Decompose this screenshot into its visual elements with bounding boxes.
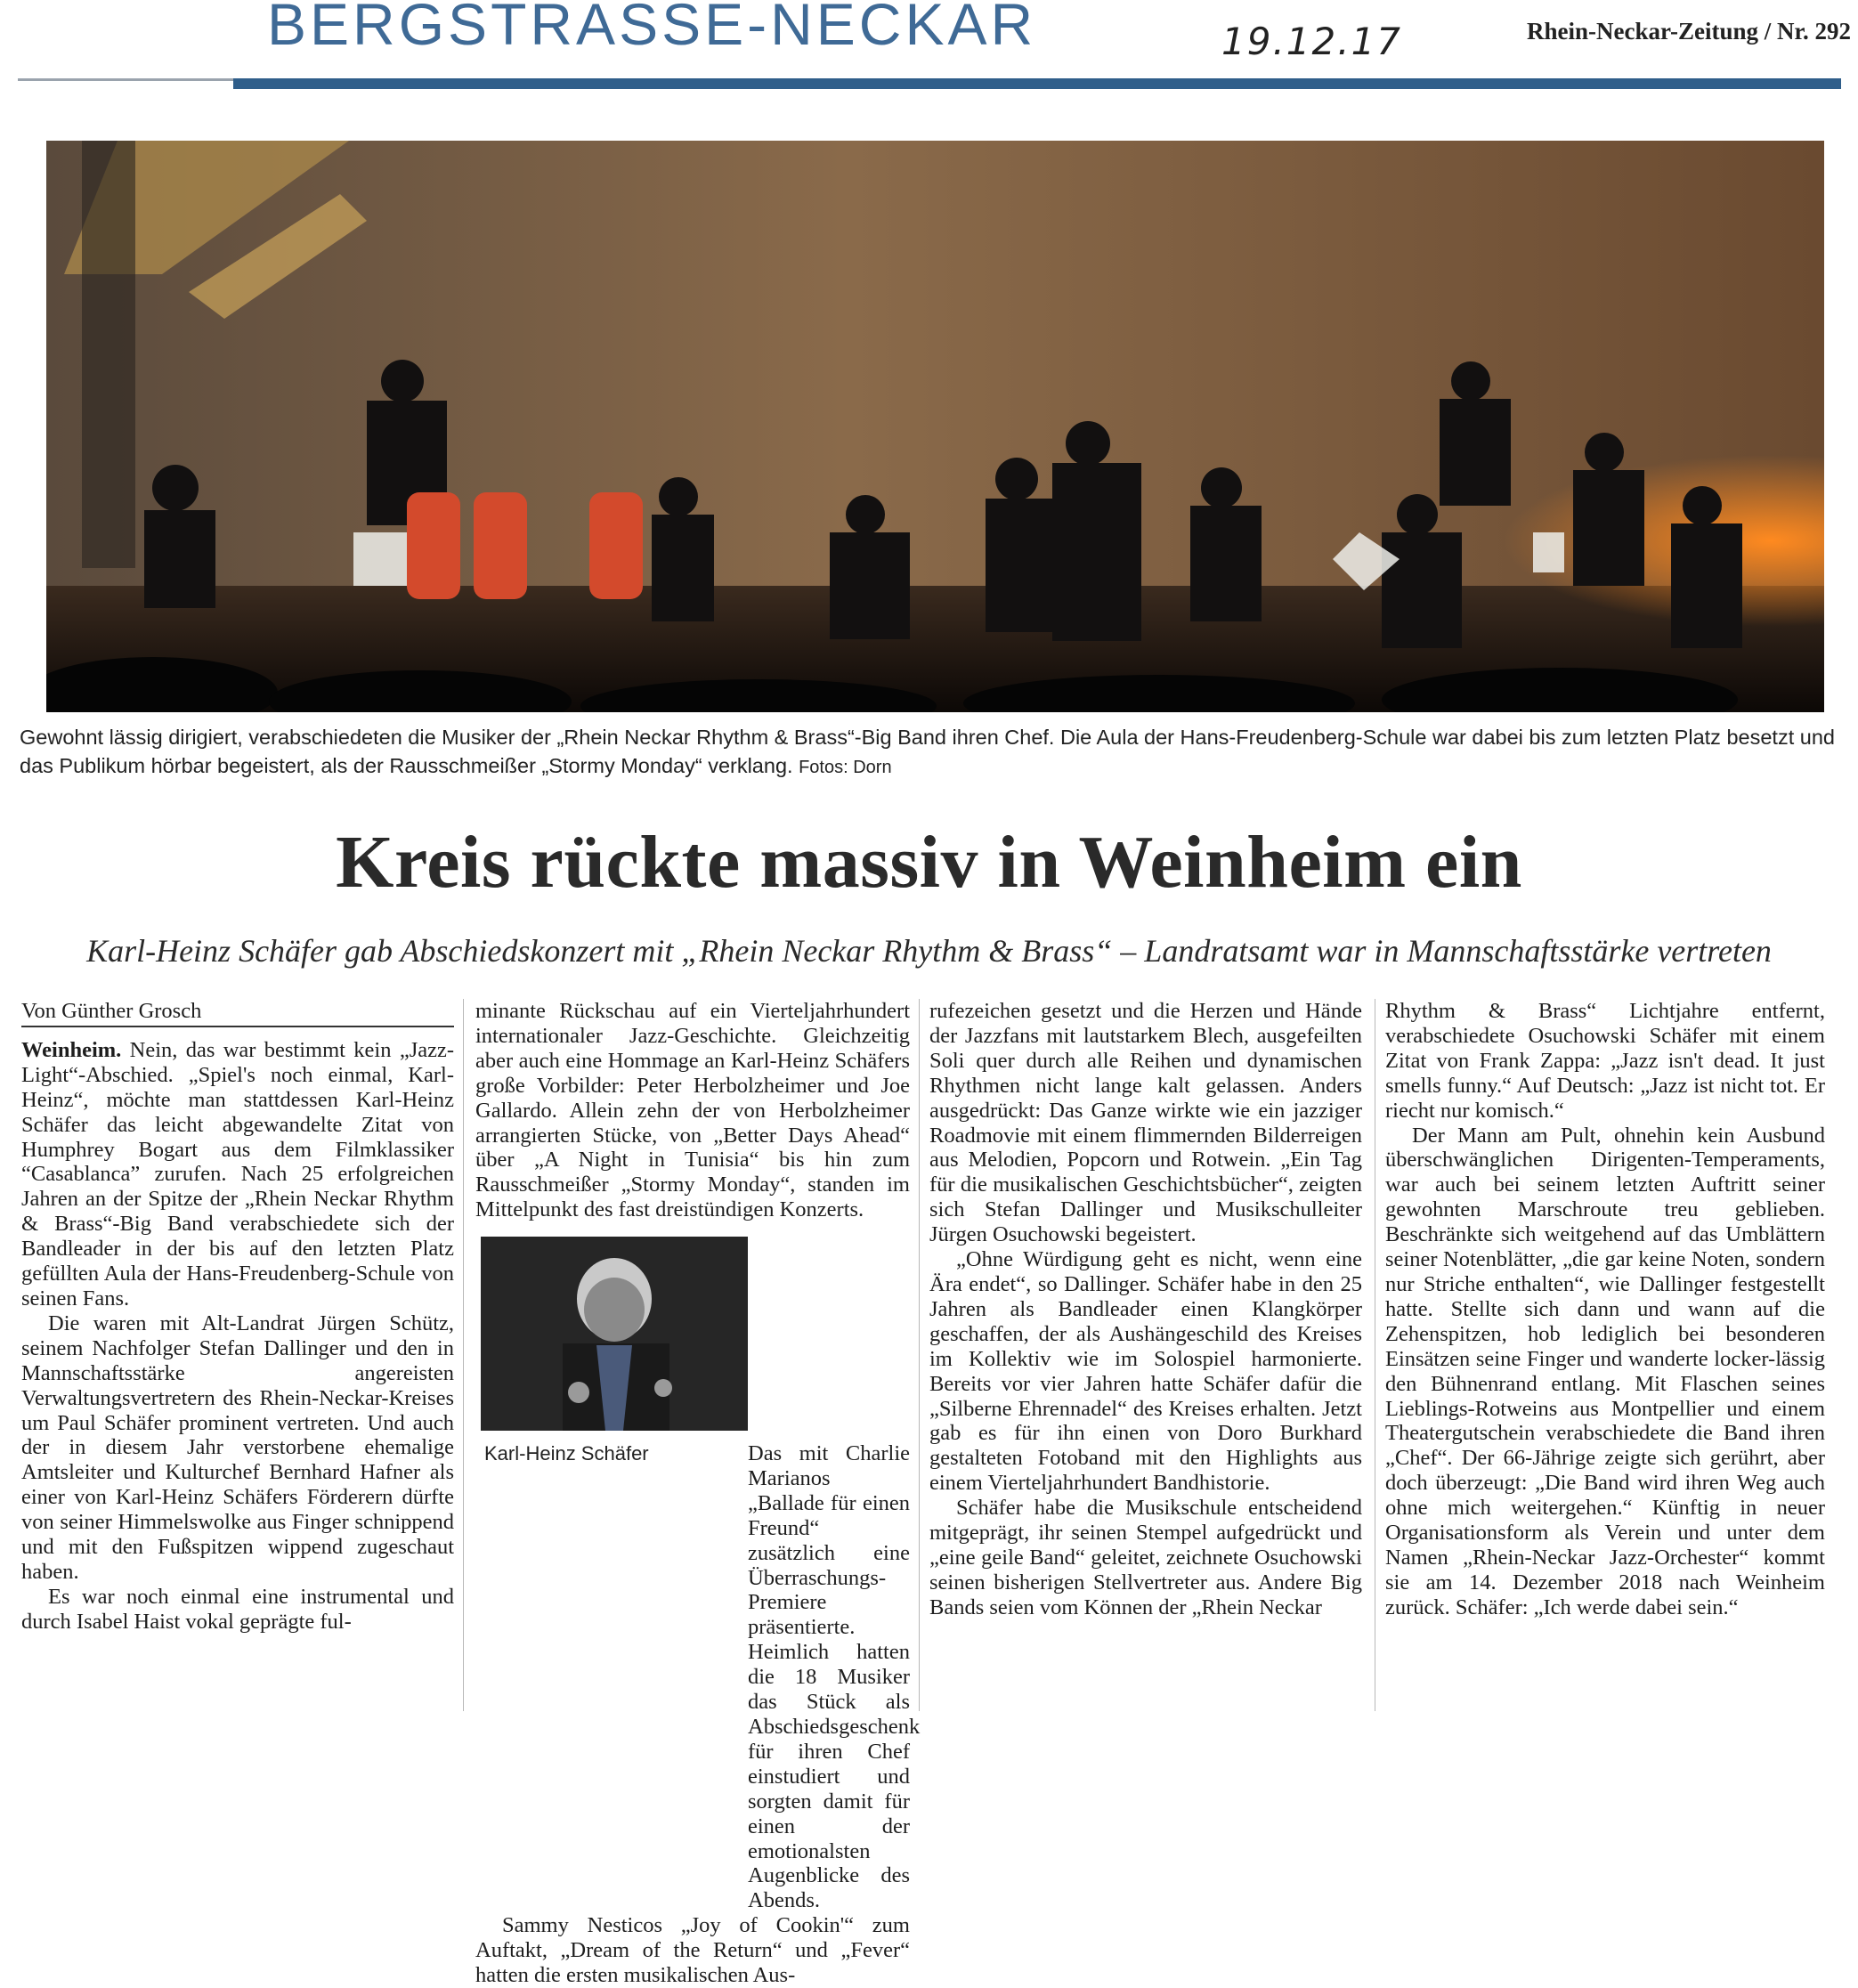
dateline: Weinheim.	[21, 1037, 122, 1062]
article-paragraph: rufezeichen gesetzt und die Herzen und Hände der Jazzfans mit lautstarkem Blech, ausgefeilten Soli quer durch alle Reihen und dynamischen Rhythmen nicht lange kalt gelassen. Anders ausgedrückt: Das Ganze wirkte wie ein jazziger Roadmovie mit einem flimmernden Bilderreigen aus Melodien, Popcorn und Rotwein. „Ein Tag für die musikalischen Geschichtsbücher“, zeigten sich Stefan Dallinger und Musikschulleiter Jürgen Osuchowski begeistert.	[929, 999, 1362, 1247]
article-column-2-continued	[475, 1441, 921, 1988]
byline: Von Günther Grosch	[21, 999, 454, 1027]
photo-caption-text: Gewohnt lässig dirigiert, verabschiedeten die Musiker der „Rhein Neckar Rhythm & Brass“-Big Band ihren Chef. Die Aula der Hans-Freudenberg-Schule war dabei bis zum letzten Platz besetzt und das Publikum hörbar begeistert, als der Rausschmeißer „Stormy Monday“ verklang.	[20, 726, 1835, 777]
headline: Kreis rückte massiv in Weinheim ein	[336, 821, 1522, 904]
article-column-3	[929, 999, 1362, 1620]
portrait-photo	[481, 1237, 748, 1431]
concert-photo-illustration	[46, 141, 1824, 712]
article-paragraph: Schäfer habe die Musikschule entscheidend mitgeprägt, ihr seinen Stempel aufgedrückt und „eine geile Band“ geleitet, zeichnete Osuchowski seinen bisherigen Stellvertreter aus. Andere Big Bands seien vom Können der „Rhein Neckar	[929, 1496, 1362, 1619]
article-paragraph: „Ohne Würdigung geht es nicht, wenn eine Ära endet“, so Dallinger. Schäfer habe in den 25 Jahren als Bandleader einen Klangkörper geschaffen, der als Aushängeschild des Kreises im Kollektiv wie im Solospiel harmonierte. Bereits vor vier Jahren hatte Schäfer dafür die „Silberne Ehrennadel“ des Kreises erhalten. Jetzt gab es für ihn einen von Doro Burkhard gestalteten Fotoband mit den Highlights aus einem Vierteljahrhundert Bandhistorie.	[929, 1247, 1362, 1496]
article-paragraph: Die waren mit Alt-Landrat Jürgen Schütz, seinem Nachfolger Stefan Dallinger und den in Mannschaftsstärke angereisten Verwaltungsvertretern des Rhein-Neckar-Kreises um Paul Schäfer prominent vertreten. Und auch der in diesem Jahr verstorbene ehemalige Amtsleiter und Kulturchef Bernhard Hafner als einer von Karl-Heinz Schäfers Förderern dürfte von seiner Himmelswolke aus Finger schnippend und mit den Fußspitzen wippend zugeschaut haben.	[21, 1310, 454, 1584]
article-paragraph	[21, 1038, 454, 1311]
header-rule-accent	[233, 78, 1841, 89]
article-column-4	[1385, 999, 1825, 1620]
article-paragraph: minante Rückschau auf ein Vierteljahrhundert internationaler Jazz-Geschichte. Gleichzeitig aber auch eine Hommage an Karl-Heinz Schäfers große Vorbilder: Peter Herbolzheimer und Joe Gallardo. Allein zehn der von Herbolzheimer arrangierten Stücke, von „Better Days Ahead“ über „A Night in Tunisia“ bis hin zum Rausschmeißer „Stormy Monday“, standen im Mittelpunkt des fast dreistündigen Konzerts.	[475, 999, 910, 1222]
column-divider	[463, 999, 464, 1711]
article-paragraph: Der Mann am Pult, ohnehin kein Ausbund überschwänglichen Dirigenten-Temperaments, war auch bei seinem letzten Auftritt seiner gewohnten Marschroute treu geblieben. Beschränkte sich weitgehend auf das Umblättern seiner Notenblätter, „die gar keine Noten, sondern nur Striche enthalten“, wie Dallinger festgestellt hatte. Stellte sich dann und wann auf die Zehenspitzen, hob lediglich bei besonderen Einsätzen seine Finger und wanderte locker-lässig den Bühnenrand entlang. Mit Flaschen seines Lieblings-Rotweins aus Montpellier und einem Theatergutschein verabschiedete die Band ihren „Chef“. Der 66-Jährige zeigte sich gerührt, aber doch überzeugt: „Die Band wird ihren Weg auch ohne mich weitergehen.“ Künftig in neuer Organisationsform als Verein und unter dem Namen „Rhein-Neckar Jazz-Orchester“ kommt sie am 14. Dezember 2018 nach Weinheim zurück. Schäfer: „Ich werde dabei sein.“	[1385, 1123, 1825, 1619]
article-column-2	[475, 999, 910, 1222]
article-paragraph: Es war noch einmal eine instrumental und durch Isabel Haist vokal geprägte ful-	[21, 1584, 454, 1634]
section-title: BERGSTRASSE-NECKAR	[267, 0, 1037, 57]
portrait-illustration	[481, 1237, 748, 1431]
masthead: Rhein-Neckar-Zeitung / Nr. 292	[1527, 18, 1851, 45]
photo-credit: Fotos: Dorn	[799, 758, 892, 777]
article-paragraph: Sammy Nesticos „Joy of Cookin'“ zum Auftakt, „Dream of the Return“ und „Fever“ hatten die ersten musikalischen Aus-	[475, 1913, 910, 1988]
handwritten-date: 19.12.17	[1221, 20, 1403, 63]
article-column-1	[21, 999, 454, 1635]
paragraph-text: Nein, das war bestimmt kein „Jazz-Light“-Abschied. „Spiel's noch einmal, Karl-Heinz“, möchte man stattdessen Karl-Heinz Schäfer das leicht abgewandelte Zitat von Humphrey Bogart aus dem Filmklassiker “Casablanca” zurufen. Nach 25 erfolgreichen Jahren an der Spitze der „Rhein Neckar Rhythm & Brass“-Big Band verabschiedete sich der Bandleader in der bis auf den letzten Platz gefüllten Aula der Hans-Freudenberg-Schule von seinen Fans.	[21, 1037, 455, 1310]
subheadline: Karl-Heinz Schäfer gab Abschiedskonzert mit „Rhein Neckar Rhythm & Brass“ – Landratsamt war in Mannschaftsstärke vertreten	[86, 933, 1772, 969]
column-divider	[919, 999, 920, 1711]
article-paragraph: Rhythm & Brass“ Lichtjahre entfernt, verabschiedete Osuchowski Schäfer mit einem Zitat von Frank Zappa: „Jazz isn't dead. It just smells funny.“ Auf Deutsch: „Jazz ist nicht tot. Er riecht nur komisch.“	[1385, 999, 1825, 1123]
article-paragraph: Das mit Charlie Marianos „Ballade für einen Freund“ zusätzlich eine Überraschungs-Premiere präsentierte. Heimlich hatten die 18 Musiker das Stück als Abschiedsgeschenk für ihren Chef einstudiert und sorgten damit für einen der emotionalsten Augenblicke des Abends.	[748, 1441, 921, 1913]
concert-photo	[46, 141, 1824, 712]
photo-caption	[20, 723, 1836, 782]
portrait-caption: Karl-Heinz Schäfer	[484, 1442, 649, 1465]
